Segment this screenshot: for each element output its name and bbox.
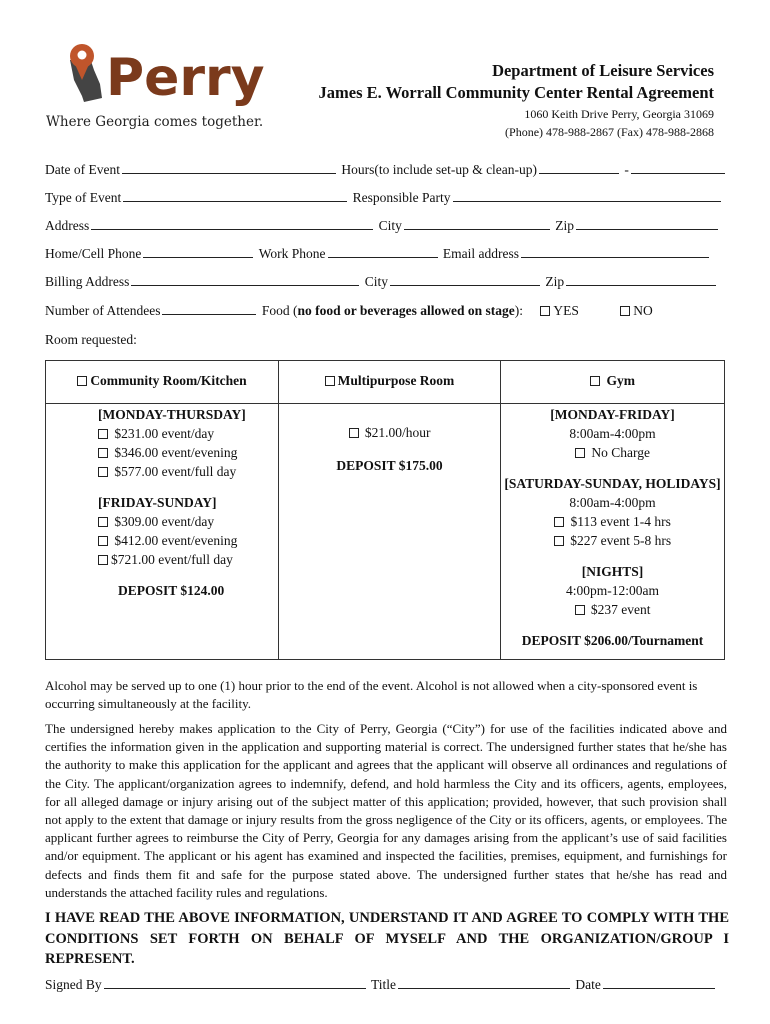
room-requested-label: Room requested: [45, 332, 137, 347]
gym-nights-rate-label: $237 event [590, 602, 651, 617]
billing-address-field[interactable] [131, 272, 359, 286]
food-label-bold: no food or beverages allowed on stage [297, 303, 515, 318]
date-of-event-label: Date of Event [45, 162, 120, 177]
community-weekday-rate[interactable] [98, 462, 278, 481]
billing-address-label: Billing Address [45, 274, 130, 289]
signature-title-field[interactable] [398, 975, 570, 989]
food-label-prefix: Food ( [261, 303, 298, 318]
gym-weekday-checkbox[interactable] [575, 448, 585, 458]
community-weekend-fullday-checkbox[interactable] [98, 555, 108, 565]
form-row-date-hours [45, 160, 725, 180]
agreement-title: James E. Worrall Community Center Rental Agreement [318, 83, 714, 102]
responsible-party-field[interactable] [453, 188, 721, 202]
department-title: Department of Leisure Services [492, 61, 714, 80]
community-weekday-day-checkbox[interactable] [98, 429, 108, 439]
facility-phone-fax: (Phone) 478-988-2867 (Fax) 478-988-2868 [505, 125, 714, 139]
home-cell-phone-field[interactable] [143, 244, 253, 258]
community-weekend-rate-day: $309.00 event/day [114, 514, 215, 529]
multipurpose-rate-label: $21.00/hour [364, 425, 431, 440]
billing-zip-field[interactable] [566, 272, 716, 286]
agreement-paragraph: The undersigned hereby makes application to the City of Perry, Georgia (“City”) for use of the facilities indicated above and certifies the information given in the application and supporting material is correct. The undersigned further states that he/she has the authority to make this application for the applicant and agrees that the applicant will observe all ordinances and regulations of the City. The applicant/organization agrees to indemnify, defend, and hold harmless the City and its officers, agents, employees, for all alleged damage or injury arising out of the subject matter of this application; provided, however, that such provision shall not apply to the extent that damage or injury results from the gross negligence of the City or its officers, agents, or employees. The applicant further agrees to reimburse the City of Perry, Georgia for any damages arising from the applicant’s use of said facilities and/or equipment. The applicant or his agent has examined and inspected the facilities, premises, equipment, and furnishings for defects and finds them fit and safe for the purpose stated above. The undersigned further states that he/she has read and understands the attached facility rules and regulations. [45, 721, 727, 900]
billing-zip-label: Zip [545, 274, 565, 289]
attendees-field[interactable] [162, 301, 256, 315]
gym-weekend-heading: [SATURDAY-SUNDAY, HOLIDAYS] [504, 476, 721, 491]
gym-weekday-rate-label: No Charge [591, 445, 650, 460]
gym-rates [501, 405, 724, 650]
form-row-billing [45, 272, 725, 292]
type-of-event-field[interactable] [123, 188, 347, 202]
home-cell-phone-label: Home/Cell Phone [45, 246, 142, 261]
community-weekend-rate[interactable] [98, 550, 278, 569]
gym-nights-checkbox[interactable] [575, 605, 585, 615]
alcohol-notice: Alcohol may be served up to one (1) hour prior to the end of the event. Alcohol is not allowed when a city-sponsored event is occurring simultaneously at the facility. [45, 678, 698, 712]
gym-nights-heading: [NIGHTS] [581, 564, 644, 579]
gym-title: Gym [606, 373, 635, 388]
gym-nights-rate[interactable] [501, 600, 724, 619]
work-phone-label: Work Phone [258, 246, 326, 261]
gym-weekend-long-checkbox[interactable] [554, 536, 564, 546]
logo-wordmark: Perry [106, 48, 265, 108]
community-weekend-rate-evening: $412.00 event/evening [114, 533, 238, 548]
gym-weekday-hours: 8:00am-4:00pm [569, 426, 656, 441]
food-no-label: NO [633, 303, 653, 318]
community-weekend-rate-fullday: $721.00 event/full day [111, 552, 233, 567]
signature-title-label: Title [371, 977, 397, 992]
signature-row [45, 975, 725, 995]
gym-deposit: DEPOSIT $206.00/Tournament [521, 633, 704, 648]
type-of-event-label: Type of Event [45, 190, 122, 205]
gym-weekend-rate-long: $227 event 5-8 hrs [570, 533, 672, 548]
hours-end-field[interactable] [631, 160, 725, 174]
multipurpose-rate[interactable] [279, 423, 500, 442]
signed-by-field[interactable] [104, 975, 366, 989]
community-room-column [46, 361, 278, 659]
community-weekday-rate[interactable] [98, 424, 278, 443]
community-weekend-heading: [FRIDAY-SUNDAY] [98, 495, 217, 510]
signature-date-label: Date [575, 977, 601, 992]
multipurpose-deposit: DEPOSIT $175.00 [336, 458, 443, 473]
zip-label: Zip [555, 218, 575, 233]
food-yes-option[interactable] [540, 301, 579, 321]
attendees-label: Number of Attendees [45, 303, 161, 318]
date-of-event-field[interactable] [122, 160, 336, 174]
multipurpose-rate-checkbox[interactable] [349, 428, 359, 438]
form-row-phones [45, 244, 725, 264]
work-phone-field[interactable] [328, 244, 438, 258]
multipurpose-room-checkbox[interactable] [325, 376, 335, 386]
billing-city-field[interactable] [390, 272, 540, 286]
gym-column [501, 361, 724, 659]
community-deposit: DEPOSIT $124.00 [118, 583, 225, 598]
billing-city-label: City [364, 274, 389, 289]
food-yes-label: YES [553, 303, 579, 318]
signature-date-field[interactable] [603, 975, 715, 989]
community-weekday-rate-evening: $346.00 event/evening [114, 445, 238, 460]
community-weekend-rate[interactable] [98, 512, 278, 531]
signed-by-label: Signed By [45, 977, 102, 992]
responsible-party-label: Responsible Party [352, 190, 451, 205]
community-room-checkbox[interactable] [77, 376, 87, 386]
community-weekday-evening-checkbox[interactable] [98, 448, 108, 458]
multipurpose-room-column [279, 361, 500, 659]
zip-field[interactable] [576, 216, 718, 230]
facility-address: 1060 Keith Drive Perry, Georgia 31069 [524, 107, 714, 121]
gym-checkbox[interactable] [590, 376, 600, 386]
acknowledgement-statement: I HAVE READ THE ABOVE INFORMATION, UNDERSTAND IT AND AGREE TO COMPLY WITH THE CONDITIONS SET FORTH ON BEHALF OF MYSELF AND THE ORGANIZATION/GROUP I REPRESENT. [45, 910, 729, 967]
email-label: Email address [442, 246, 520, 261]
multipurpose-room-title: Multipurpose Room [337, 373, 455, 388]
community-weekend-evening-checkbox[interactable] [98, 536, 108, 546]
community-room-title: Community Room/Kitchen [90, 373, 247, 388]
community-weekday-rate[interactable] [98, 443, 278, 462]
gym-weekend-short-checkbox[interactable] [554, 517, 564, 527]
city-field[interactable] [404, 216, 550, 230]
gym-weekend-rate[interactable] [501, 531, 724, 550]
form-row-address [45, 216, 725, 236]
address-label: Address [45, 218, 90, 233]
hours-start-field[interactable] [539, 160, 619, 174]
gym-weekday-rate[interactable] [501, 443, 724, 462]
gym-weekend-rate[interactable] [501, 512, 724, 531]
gym-option[interactable] [501, 373, 724, 389]
multipurpose-room-rates [279, 423, 500, 475]
food-label-suffix: ): [514, 303, 523, 318]
community-weekend-rate[interactable] [98, 531, 278, 550]
community-weekday-fullday-checkbox[interactable] [98, 467, 108, 477]
hours-dash: - [624, 162, 629, 177]
logo-tagline: Where Georgia comes together. [46, 114, 264, 130]
gym-weekend-hours: 8:00am-4:00pm [569, 495, 656, 510]
gym-nights-hours: 4:00pm-12:00am [566, 583, 659, 598]
community-weekday-heading: [MONDAY-THURSDAY] [98, 407, 246, 422]
community-weekday-rate-day: $231.00 event/day [114, 426, 215, 441]
room-options-table [45, 360, 725, 660]
document-header [319, 60, 714, 140]
city-label: City [378, 218, 402, 233]
multipurpose-room-option[interactable] [279, 373, 500, 389]
address-field[interactable] [91, 216, 373, 230]
community-weekday-rate-fullday: $577.00 event/full day [114, 464, 237, 479]
perry-logo [44, 40, 284, 140]
community-weekend-day-checkbox[interactable] [98, 517, 108, 527]
gym-weekend-rate-short: $113 event 1-4 hrs [570, 514, 671, 529]
food-yes-checkbox[interactable] [540, 306, 550, 316]
email-field[interactable] [521, 244, 709, 258]
hours-label: Hours(to include set-up & clean-up) [341, 162, 538, 177]
georgia-pin-icon [64, 40, 108, 110]
community-room-option[interactable] [46, 373, 278, 389]
community-room-rates [46, 405, 278, 600]
form-row-attendees-food [45, 301, 725, 321]
gym-weekday-heading: [MONDAY-FRIDAY] [550, 407, 675, 422]
form-row-type-party [45, 188, 725, 208]
food-no-checkbox[interactable] [620, 306, 630, 316]
food-no-option[interactable] [620, 301, 653, 321]
